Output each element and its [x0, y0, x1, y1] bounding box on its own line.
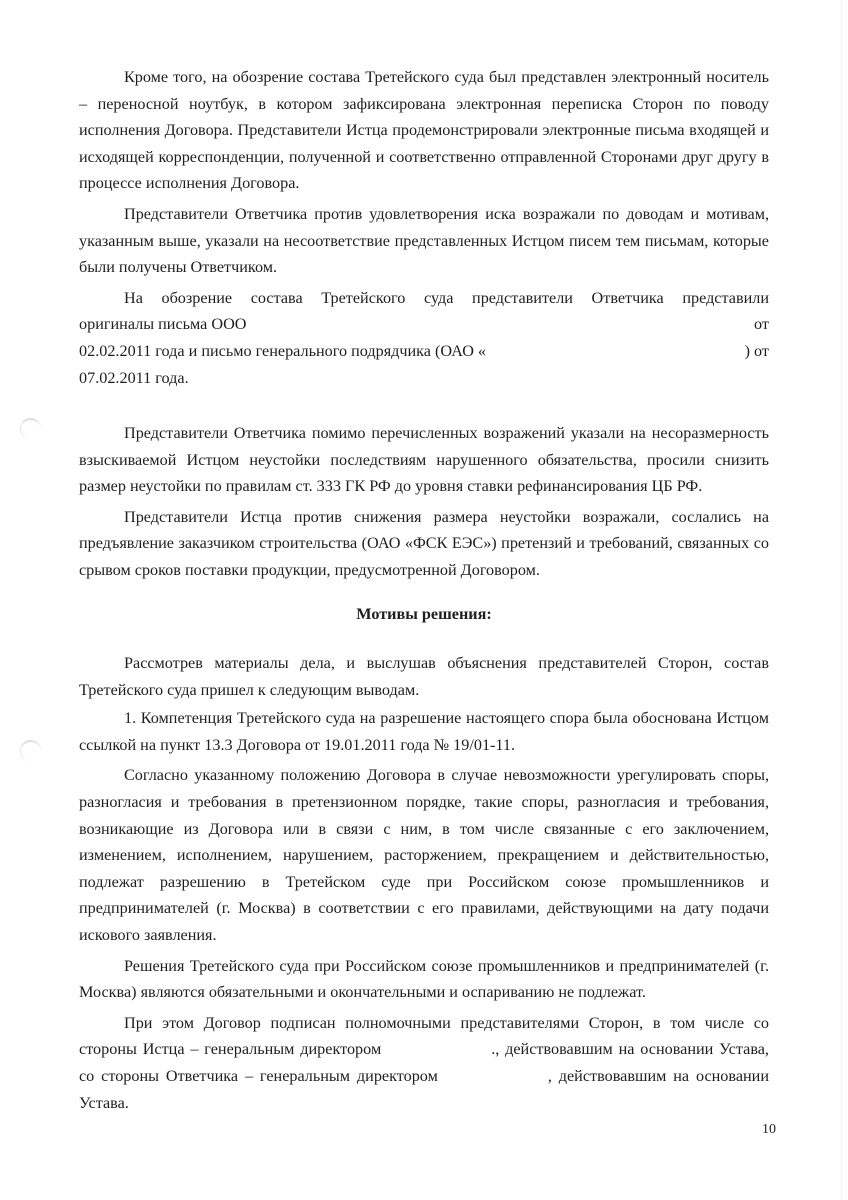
paragraph-competence: 1. Компетенция Третейского суда на разрешение настоящего спора была обоснована Истцом ссылкой на пункт 13.3 Договора от 19.01.2011 года № 19/01-11. [79, 709, 769, 754]
scan-edge [841, 0, 842, 1200]
paragraph-final-decisions: Решения Третейского суда при Российском союзе промышленников и предпринимателей (г. Москва) являются обязательными и окончательными и оспариванию не подлежат. [79, 956, 769, 1002]
text-block-motives [79, 650, 769, 1116]
originals-line-2-start: оригиналы письма ООО [79, 315, 247, 334]
punch-hole-mark [20, 740, 41, 762]
originals-line-2 [79, 311, 769, 338]
punch-hole-mark [20, 418, 41, 440]
paragraph-claimant-objection: Представители Истца против снижения размера неустойки возражали, сослались на предъявление заказчиком строительства (ОАО «ФСК ЕЭС») претензий и требований, связанных со срывом сроков поставки продукции, предусмотренной Договором. [79, 507, 769, 579]
paragraph-laptop-evidence: Кроме того, на обозрение состава Третейского суда был представлен электронный носитель – переносной ноутбук, в котором зафиксирована электронная переписка Сторон по поводу исполнения Договора. Представители Истца продемонстрировали электронные письма входящей и исходящей корреспонденции, полученной и соответственно отправленной Сторонами друг другу в процессе исполнения Договора. [79, 68, 769, 193]
originals-line-4: 07.02.2011 года. [79, 368, 189, 387]
section-heading: Мотивы решения: [356, 605, 492, 623]
signing-part-3: , действовавшим на основании Устава. [79, 1066, 769, 1112]
originals-line-1: На обозрение состава Третейского суда представители Ответчика представили [124, 288, 769, 307]
paragraph-arbitration-clause: Согласно указанному положению Договора в случае невозможности урегулировать споры, разногласия и требования в претензионном порядке, такие споры, разногласия и требования, возникающие из Договора или в связи с ним, в том числе связанные с его заключением, изменением, исполнением, нарушением, расторжением, прекращением и действительностью, подлежат разрешению в Третейском суде при Российском союзе промышленников и предпринимателей (г. Москва) в соответствии с его правилами, действующими на дату подачи искового заявления. [79, 766, 769, 944]
signing-part-1: При этом Договор подписан полномочными представителями Сторон, в том числе со стороны Истца – генеральным директором [79, 1013, 769, 1059]
paragraph-respondent-objection: Представители Ответчика против удовлетворения иска возражали по доводам и мотивам, указанным выше, указали на несоответствие представленных Истцом писем тем письмам, которые были получены Ответчиком. [79, 204, 769, 277]
text-block-middle [79, 420, 769, 584]
page-number: 10 [762, 1122, 776, 1137]
originals-line-3-start: 02.02.2011 года и письмо генерального подрядчика (ОАО « [79, 341, 487, 360]
paragraph-penalty-reduction: Представители Ответчика помимо перечисленных возражений указали на несоразмерность взыскиваемой Истцом неустойки последствиям нарушенного обязательства, просили снизить размер неустойки по правилам ст. 333 ГК РФ до уровня ставки рефинансирования ЦБ РФ. [79, 424, 769, 496]
paragraph-originals [79, 285, 769, 391]
originals-line-3-end: ) от [744, 341, 769, 360]
signing-part-2: ., действовавшим на основании Устава, со стороны Ответчика – генеральным директором [79, 1040, 769, 1085]
text-block-top [79, 64, 769, 391]
originals-line-3 [79, 338, 769, 365]
originals-line-2-end: от [754, 315, 769, 334]
paragraph-conclusions: Рассмотрев материалы дела, и выслушав объяснения представителей Сторон, состав Третейского суда пришел к следующим выводам. [79, 654, 769, 699]
paragraph-signing [79, 1010, 769, 1116]
